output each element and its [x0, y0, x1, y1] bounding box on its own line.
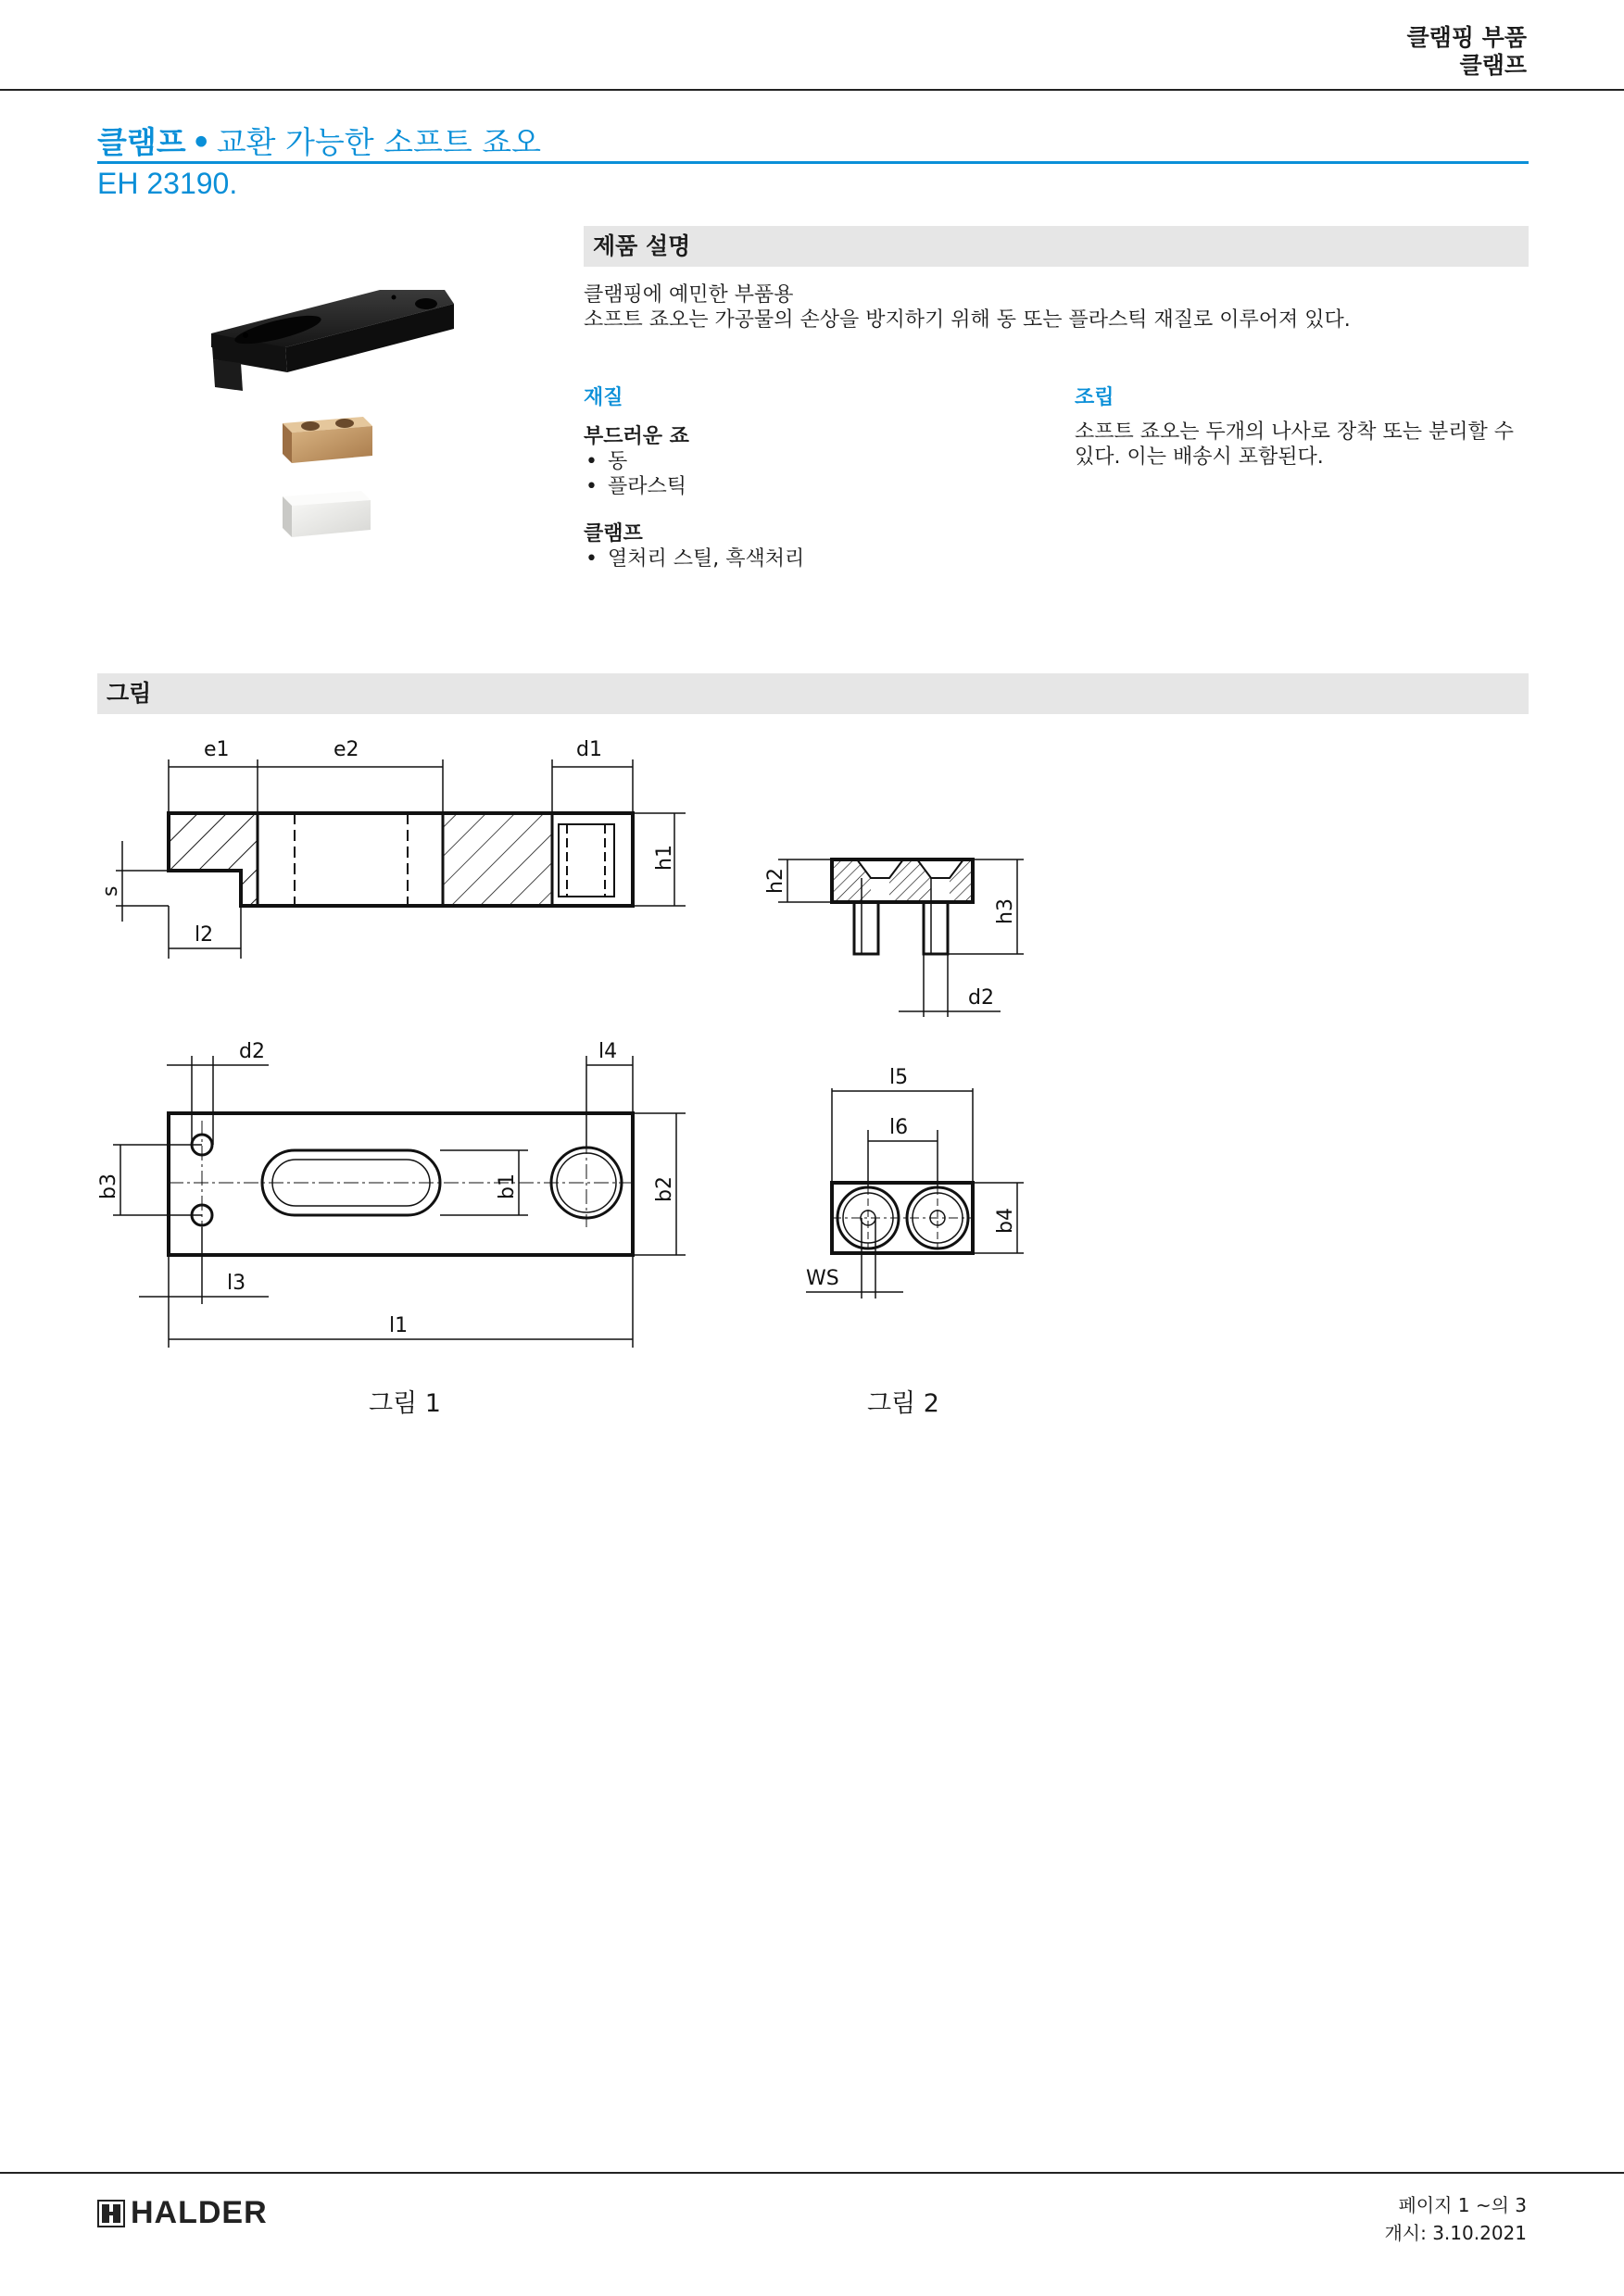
dim-e1: e1 [204, 738, 230, 761]
dim-h1: h1 [653, 845, 676, 871]
assembly-heading: 조립 [1075, 386, 1114, 409]
material-item: • 동 [584, 449, 1028, 474]
header-category: 클램핑 부품 [1406, 24, 1527, 51]
title-brand: 클램프 [97, 124, 186, 160]
dim-d2: d2 [968, 986, 994, 1010]
dim-l2: l2 [195, 923, 214, 947]
dim-s: s [99, 885, 122, 897]
dim-b4: b4 [994, 1208, 1017, 1234]
dim-b1: b1 [496, 1173, 519, 1199]
material-group-title: 클램프 [584, 522, 643, 546]
header-divider [0, 89, 1624, 91]
dim-l6: l6 [889, 1116, 909, 1139]
material-block [584, 424, 1028, 571]
dim-d2-top: d2 [239, 1040, 265, 1063]
dim-h2: h2 [764, 868, 787, 894]
dim-d1: d1 [576, 738, 602, 761]
issue-date: 개시: 3.10.2021 [1384, 2222, 1527, 2244]
logo-mark-icon [97, 2200, 125, 2227]
figure-2-caption: 그림 2 [867, 1389, 939, 1418]
dim-b3: b3 [97, 1173, 120, 1199]
title-rule [97, 161, 1529, 164]
logo-text: HALDER [131, 2195, 268, 2230]
material-item: • 플라스틱 [584, 474, 1028, 499]
dim-ws: WS [806, 1267, 839, 1290]
footer-meta [1384, 2191, 1527, 2247]
page-number: 페이지 1 ~의 3 [1398, 2194, 1527, 2216]
dim-l3: l3 [227, 1272, 246, 1295]
drawings-heading: 그림 [97, 673, 1529, 714]
dim-h3: h3 [994, 898, 1017, 924]
dim-e2: e2 [334, 738, 359, 761]
description-text [584, 282, 1529, 332]
product-code: EH 23190. [97, 167, 238, 200]
description-line-1: 클램핑에 예민한 부품용 [584, 283, 794, 307]
dim-b2: b2 [653, 1176, 676, 1202]
dim-l5: l5 [889, 1066, 909, 1089]
description-line-2: 소프트 죠오는 가공물의 손상을 방지하기 위해 동 또는 플라스틱 재질로 이루어져 있다. [584, 308, 1351, 332]
header-category-block [1407, 24, 1527, 80]
dim-l4: l4 [598, 1040, 618, 1063]
product-image [204, 278, 472, 546]
figure-1-caption: 그림 1 [369, 1389, 441, 1418]
header-subcategory: 클램프 [1459, 52, 1527, 79]
company-logo [97, 2195, 268, 2231]
material-group-title: 부드러운 죠 [584, 425, 689, 448]
title-name: 교환 가능한 소프트 죠오 [216, 124, 541, 160]
material-heading: 재질 [584, 386, 623, 409]
title-separator: • [191, 124, 211, 160]
page-title [97, 119, 541, 162]
technical-drawings [0, 722, 1112, 1445]
description-heading: 제품 설명 [584, 226, 1529, 267]
assembly-text: 소프트 죠오는 두개의 나사로 장착 또는 분리할 수 있다. 이는 배송시 포함된다. [1075, 420, 1514, 469]
footer-divider [0, 2172, 1624, 2174]
material-item: • 열처리 스틸, 흑색처리 [584, 546, 1028, 571]
dim-l1: l1 [389, 1314, 409, 1337]
